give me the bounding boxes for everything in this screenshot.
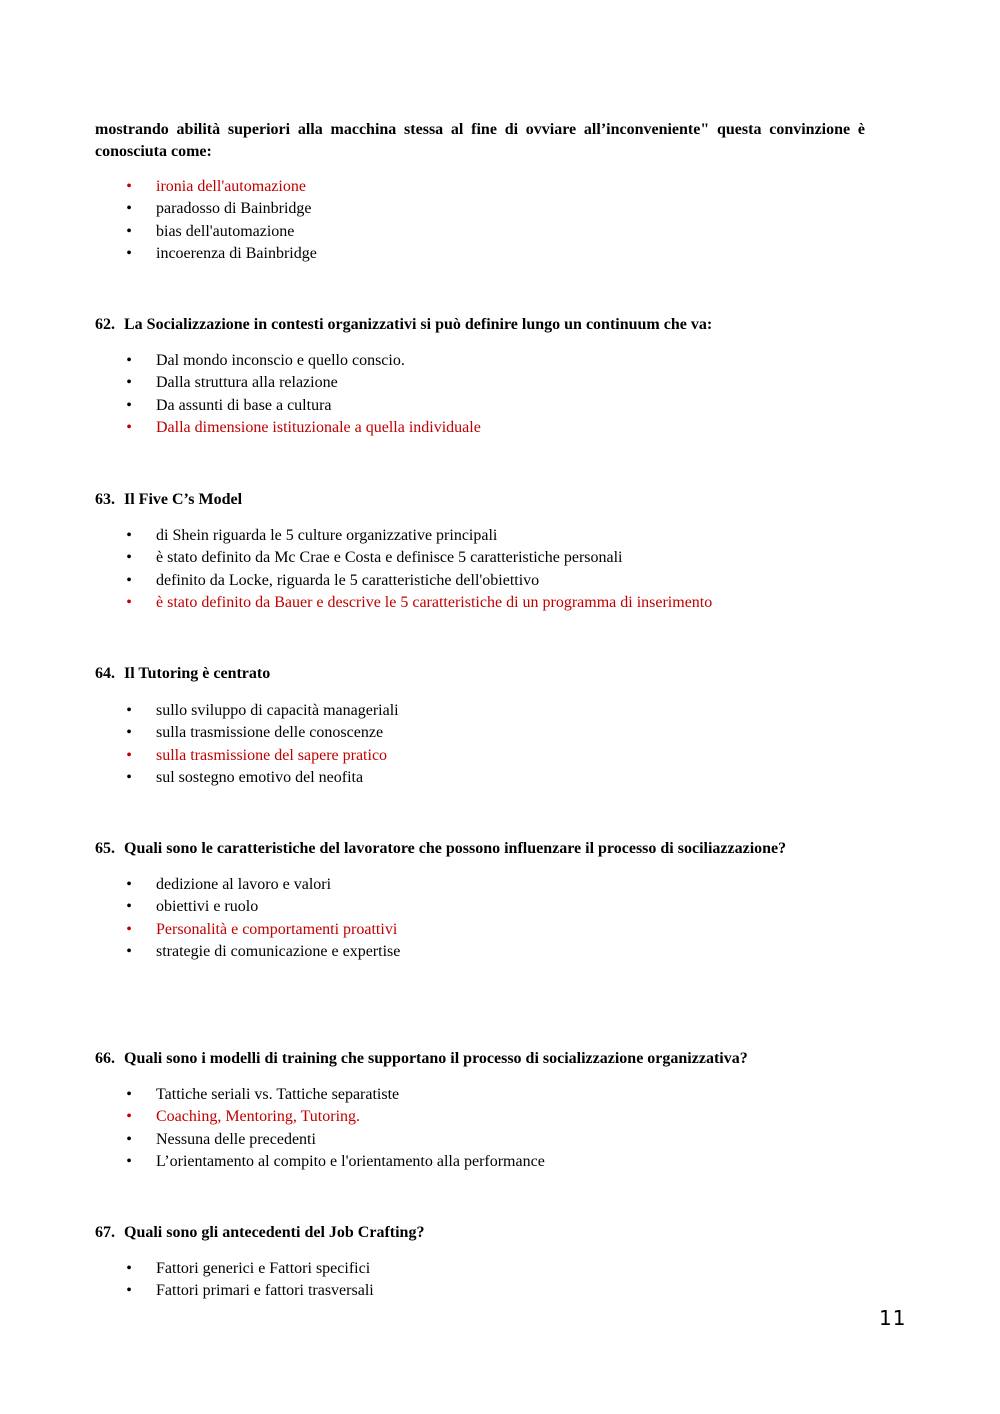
- answer-text: Coaching, Mentoring, Tutoring.: [156, 1108, 361, 1126]
- answer-text: Nessuna delle precedenti: [156, 1130, 316, 1148]
- answer-option: [0, 1258, 374, 1280]
- answer-option: [0, 919, 400, 941]
- bullet-icon: •: [126, 942, 132, 960]
- question-61-continuation: mostrando abilità superiori alla macchina stessa al fine di ovviare all’inconveniente" questa convinzione è conosciuta come:: [95, 121, 865, 160]
- answer-option: [0, 592, 712, 614]
- answer-option: [0, 395, 481, 417]
- answer-text: Dal mondo inconscio e quello conscio.: [156, 352, 405, 369]
- answer-text: Da assunti di base a cultura: [156, 396, 332, 414]
- bullet-icon: •: [126, 1130, 132, 1148]
- answer-text: Tattiche seriali vs. Tattiche separatiste: [156, 1086, 400, 1103]
- question-text: Il Five C’s Model: [124, 491, 243, 508]
- answer-text: strategie di comunicazione e expertise: [156, 942, 401, 960]
- bullet-icon: •: [126, 527, 132, 544]
- bullet-icon: •: [126, 876, 132, 893]
- answer-option: [0, 350, 481, 372]
- question-number: 66.: [95, 1050, 115, 1067]
- answer-option: [0, 570, 712, 592]
- question-number: 67.: [95, 1224, 115, 1241]
- bullet-icon: •: [126, 1260, 132, 1277]
- answer-text: è stato definito da Bauer e descrive le 5 caratteristiche di un programma di inserimento: [156, 593, 713, 611]
- bullet-icon: •: [126, 702, 132, 719]
- answer-option: [0, 372, 481, 394]
- question-text: Il Tutoring è centrato: [124, 665, 271, 682]
- bullet-icon: •: [126, 178, 132, 195]
- answer-text: ironia dell'automazione: [156, 178, 306, 195]
- answer-option: [0, 1151, 545, 1173]
- answer-option: [0, 243, 317, 265]
- bullet-icon: •: [126, 1282, 132, 1300]
- answer-text: Dalla struttura alla relazione: [156, 374, 338, 392]
- answer-text: sullo sviluppo di capacità manageriali: [156, 702, 399, 719]
- bullet-icon: •: [126, 1086, 132, 1103]
- bullet-icon: •: [126, 724, 132, 742]
- answer-option: [0, 1280, 374, 1302]
- question-66: [95, 1048, 748, 1070]
- bullet-icon: •: [126, 418, 132, 436]
- answer-option: [0, 221, 317, 243]
- answer-text: obiettivi e ruolo: [156, 898, 259, 916]
- answer-option: [0, 547, 712, 569]
- question-number: 63.: [95, 491, 115, 508]
- bullet-icon: •: [126, 244, 132, 262]
- answer-list-67: [0, 1258, 374, 1303]
- answer-option: [0, 700, 399, 722]
- bullet-icon: •: [126, 746, 132, 764]
- answer-option: [0, 176, 317, 198]
- answer-text: L’orientamento al compito e l'orientamento alla performance: [156, 1152, 545, 1170]
- answer-option: [0, 722, 399, 744]
- bullet-icon: •: [126, 1152, 132, 1170]
- answer-text: di Shein riguarda le 5 culture organizzative principali: [156, 527, 498, 544]
- bullet-icon: •: [126, 920, 132, 938]
- answer-option: [0, 1106, 545, 1128]
- answer-list-65: [0, 874, 400, 963]
- answer-text: dedizione al lavoro e valori: [156, 876, 332, 893]
- bullet-icon: •: [126, 374, 132, 392]
- bullet-icon: •: [126, 549, 132, 567]
- answer-list-64: [0, 700, 399, 789]
- bullet-icon: •: [126, 352, 132, 369]
- question-text: Quali sono i modelli di training che supportano il processo di socializzazione organizzativa?: [124, 1050, 748, 1067]
- answer-text: Dalla dimensione istituzionale a quella individuale: [156, 418, 481, 436]
- answer-text: sul sostegno emotivo del neofita: [156, 768, 364, 786]
- answer-text: sulla trasmissione delle conoscenze: [156, 724, 384, 742]
- answer-list-62: [0, 350, 481, 439]
- answer-list-61: [0, 176, 317, 265]
- answer-option: [0, 1129, 545, 1151]
- answer-text: è stato definito da Mc Crae e Costa e definisce 5 caratteristiche personali: [156, 549, 623, 567]
- question-number: 62.: [95, 316, 115, 333]
- question-number: 65.: [95, 840, 115, 857]
- answer-text: Personalità e comportamenti proattivi: [156, 920, 398, 938]
- page-number: 11: [879, 1306, 907, 1330]
- answer-option: [0, 896, 400, 918]
- answer-list-66: [0, 1084, 545, 1173]
- answer-option: [0, 874, 400, 896]
- question-text: Quali sono gli antecedenti del Job Crafting?: [124, 1224, 425, 1241]
- answer-text: Fattori generici e Fattori specifici: [156, 1260, 371, 1277]
- question-text: La Socializzazione in contesti organizzativi si può definire lungo un continuum che va:: [124, 316, 713, 333]
- question-text: Quali sono le caratteristiche del lavoratore che possono influenzare il processo di sociliazzazione?: [124, 840, 787, 857]
- answer-text: bias dell'automazione: [156, 222, 295, 240]
- answer-text: sulla trasmissione del sapere pratico: [156, 746, 388, 764]
- answer-list-63: [0, 525, 712, 614]
- bullet-icon: •: [126, 898, 132, 916]
- question-65: [95, 838, 786, 860]
- question-67: [95, 1222, 424, 1244]
- bullet-icon: •: [126, 571, 132, 589]
- answer-option: [0, 417, 481, 439]
- question-64: [95, 663, 270, 685]
- bullet-icon: •: [126, 200, 132, 218]
- answer-text: definito da Locke, riguarda le 5 caratteristiche dell'obiettivo: [156, 571, 540, 589]
- answer-option: [0, 198, 317, 220]
- bullet-icon: •: [126, 1108, 132, 1126]
- answer-text: Fattori primari e fattori trasversali: [156, 1282, 374, 1300]
- answer-option: [0, 767, 399, 789]
- question-63: [95, 489, 242, 511]
- answer-option: [0, 745, 399, 767]
- answer-text: paradosso di Bainbridge: [156, 200, 312, 218]
- bullet-icon: •: [126, 396, 132, 414]
- answer-option: [0, 525, 712, 547]
- answer-option: [0, 941, 400, 963]
- question-number: 64.: [95, 665, 115, 682]
- bullet-icon: •: [126, 768, 132, 786]
- question-62: [95, 314, 712, 336]
- bullet-icon: •: [126, 593, 132, 611]
- bullet-icon: •: [126, 222, 132, 240]
- answer-option: [0, 1084, 545, 1106]
- answer-text: incoerenza di Bainbridge: [156, 244, 317, 262]
